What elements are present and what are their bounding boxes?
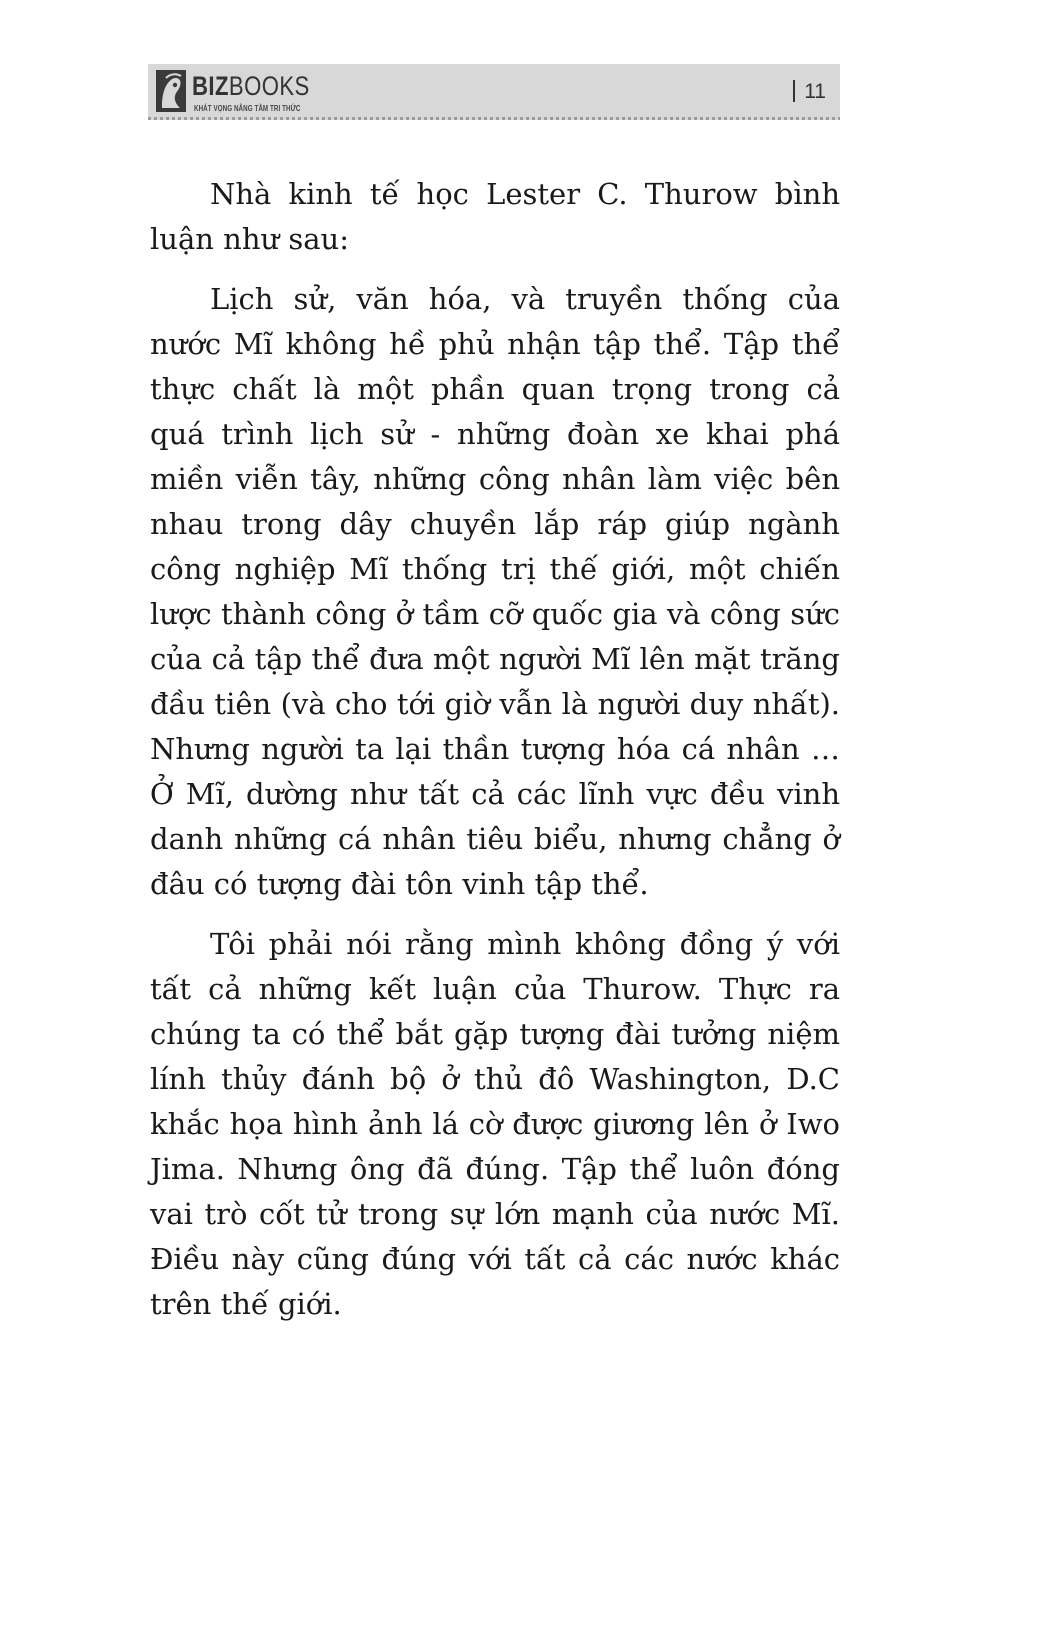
page-header xyxy=(148,64,840,120)
paragraph-quote: Lịch sử, văn hóa, và truyền thống của nước Mĩ không hề phủ nhận tập thể. Tập thể thực chất là một phần quan trọng trong cả quá trình lịch sử - những đoàn xe khai phá miền viễn tây, những công nhân làm việc bên nhau trong dây chuyền lắp ráp giúp ngành công nghiệp Mĩ thống trị thế giới, một chiến lược thành công ở tầm cỡ quốc gia và công sức của cả tập thể đưa một người Mĩ lên mặt trăng đầu tiên (và cho tới giờ vẫn là người duy nhất). Nhưng người ta lại thần tượng hóa cá nhân … Ở Mĩ, dường như tất cả các lĩnh vực đều vinh danh những cá nhân tiêu biểu, nhưng chẳng ở đâu có tượng đài tôn vinh tập thể. xyxy=(150,282,840,901)
page-body xyxy=(150,172,840,1342)
brand-rest: BOOKS xyxy=(228,71,310,101)
page-number xyxy=(793,80,826,104)
brand-tagline: KHÁT VỌNG NÂNG TẦM TRI THỨC xyxy=(194,104,301,113)
paragraph-response: Tôi phải nói rằng mình không đồng ý với tất cả những kết luận của Thurow. Thực ra chúng ta có thể bắt gặp tượng đài tưởng niệm lính thủy đánh bộ ở thủ đô Washington, D.C khắc họa hình ảnh lá cờ được giương lên ở Iwo Jima. Nhưng ông đã đúng. Tập thể luôn đóng vai trò cốt tử trong sự lớn mạnh của nước Mĩ. Điều này cũng đúng với tất cả các nước khác trên thế giới. xyxy=(150,927,840,1321)
page-number-divider xyxy=(793,80,795,102)
brand-bold: BIZ xyxy=(192,71,229,101)
paragraph-intro: Nhà kinh tế học Lester C. Thurow bình luận như sau: xyxy=(150,177,840,256)
brand-name xyxy=(192,72,310,100)
page-number-value: 11 xyxy=(804,80,826,103)
bizbooks-logo-icon xyxy=(156,70,186,112)
